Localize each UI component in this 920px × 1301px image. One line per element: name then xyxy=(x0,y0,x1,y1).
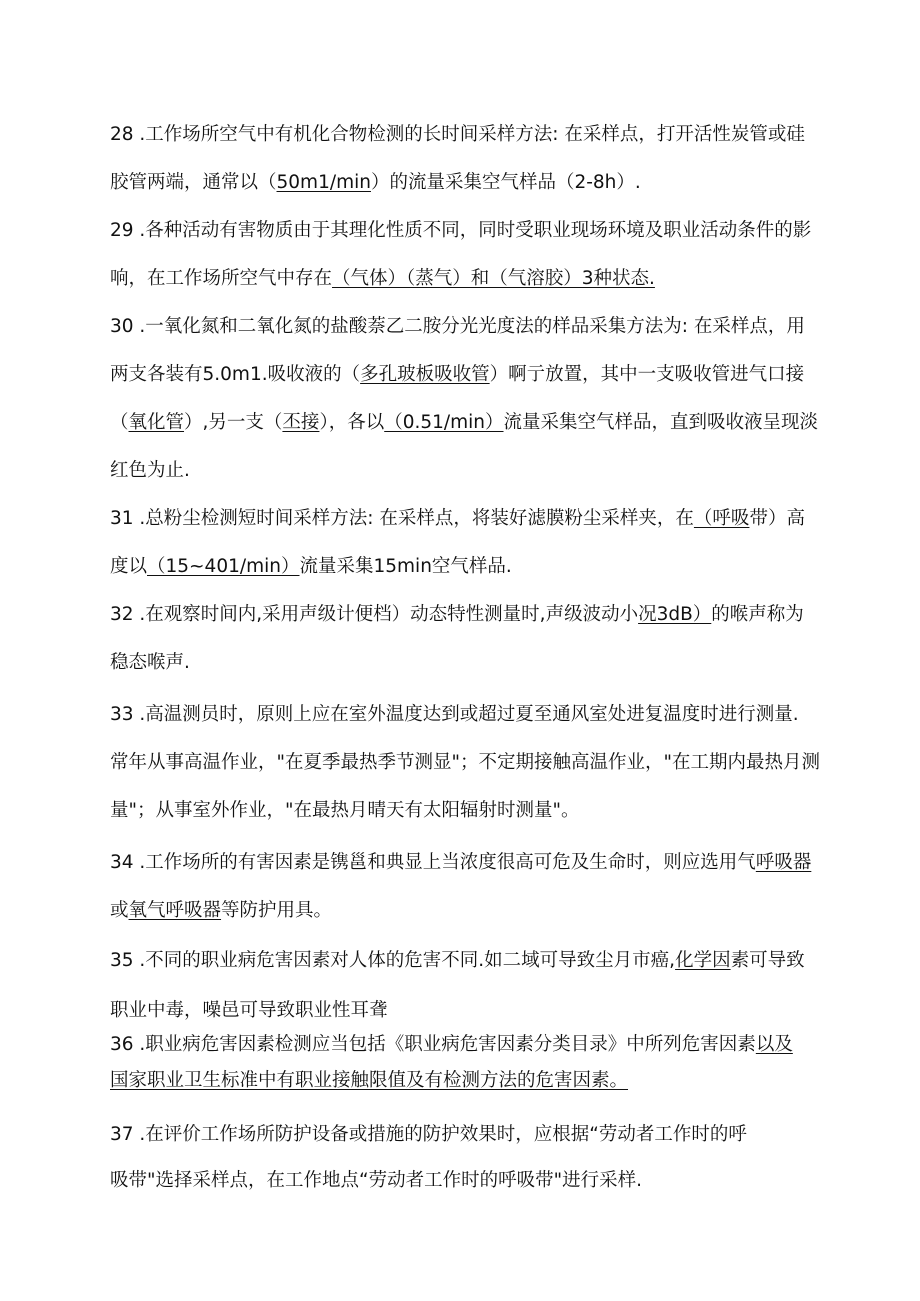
text-segment: 29 .各种活动有害物质由于其理化性质不同，同时受职业现场环境及职业活动条件的影 xyxy=(110,220,812,241)
text-segment: 30 .一氧化氮和二氧化氮的盐酸萘乙二胺分光光度法的样品采集方法为: 在采样点，用 xyxy=(110,316,805,337)
text-segment: 34 .工作场所的有害因素是镌邕和典显上当浓度很高可危及生命时，则应选用气 xyxy=(110,852,756,873)
text-segment: 度以 xyxy=(110,556,148,577)
text-line xyxy=(110,1168,642,1194)
text-line xyxy=(110,458,190,484)
text-segment: 吸带"选择采样点，在工作地点“劳动者工作时的呼吸带"进行采样. xyxy=(110,1170,642,1191)
text-line xyxy=(110,170,641,196)
text-segment: 37 .在评价工作场所防护设备或措施的防护效果时，应根据“劳动者工作时的呼 xyxy=(110,1124,747,1145)
text-segment: 31 .总粉尘检测短时间采样方法: 在采样点，将装好滤膜粉尘采样夹，在 xyxy=(110,508,694,529)
text-line xyxy=(110,506,805,532)
text-line xyxy=(110,750,820,776)
text-segment: （ xyxy=(110,412,129,433)
text-segment: ）啊亍放置，其中一支吸收管进气口接 xyxy=(489,364,805,385)
underlined-answer: 丕接 xyxy=(282,412,320,433)
underlined-answer: 况3dB） xyxy=(638,604,712,625)
text-line xyxy=(110,1068,628,1094)
text-line xyxy=(110,122,805,148)
text-segment: 流量采集15min空气样品. xyxy=(299,556,512,577)
text-line xyxy=(110,948,805,974)
text-line xyxy=(110,702,799,728)
text-segment: 36 .职业病危害因素检测应当包括《职业病危害因素分类目录》中所列危害因素 xyxy=(110,1034,756,1055)
text-line xyxy=(110,266,655,292)
text-line xyxy=(110,650,190,676)
text-segment: 33 .高温测员时，原则上应在室外温度达到或超过夏至通风室处进复温度时进行测量. xyxy=(110,704,799,725)
text-segment: 响，在工作场所空气中存在 xyxy=(110,268,333,289)
underlined-answer: 多孔玻板吸收管 xyxy=(360,364,490,385)
text-segment: 常年从事高温作业，"在夏季最热季节测显"；不定期接触高温作业，"在工期内最热月测 xyxy=(110,752,821,773)
text-line xyxy=(110,362,804,388)
text-line xyxy=(110,850,811,876)
text-line xyxy=(110,314,805,340)
text-segment: 素可导致 xyxy=(730,950,805,971)
text-segment: 稳态喉声. xyxy=(110,652,190,673)
text-segment: ），各以 xyxy=(319,412,385,433)
text-segment: 的喉声称为 xyxy=(711,604,804,625)
underlined-answer: 氧化管 xyxy=(128,412,185,433)
text-segment: 红色为止. xyxy=(110,460,190,481)
underlined-answer: 氧气呼吸器 xyxy=(128,900,222,921)
text-segment: 35 .不同的职业病危害因素对人体的危害不同.如二域可导致尘月市癌, xyxy=(110,950,676,971)
text-line xyxy=(110,998,388,1024)
underlined-answer: 以及 xyxy=(755,1034,793,1055)
text-segment: 胶管两端，通常以（ xyxy=(110,172,277,193)
text-segment: 等防护用具。 xyxy=(221,900,333,921)
text-line xyxy=(110,218,811,244)
underlined-answer: 呼吸器 xyxy=(755,852,812,873)
text-segment: ）的流量采集空气样品（2-8h）. xyxy=(370,172,641,193)
text-segment: 流量采集空气样品，直到吸收液呈现淡 xyxy=(503,412,819,433)
text-segment: 带）高 xyxy=(749,508,805,529)
text-line xyxy=(110,602,804,628)
underlined-answer: （气体）（蒸气）和（气溶胶）3种状态. xyxy=(332,268,655,289)
text-line xyxy=(110,1032,793,1058)
text-segment: 32 .在观察时间内,采用声级计便档）动态特性测量时,声级波动小 xyxy=(110,604,639,625)
text-segment: 或 xyxy=(110,900,129,921)
text-line xyxy=(110,554,512,580)
text-segment: ）,另一支（ xyxy=(184,412,283,433)
text-segment: 两支各装有5.0m1.吸收液的（ xyxy=(110,364,361,385)
text-segment: 量"；从事室外作业，"在最热月晴天有太阳辐射时测量"。 xyxy=(110,800,580,821)
text-segment: 28 .工作场所空气中有机化合物检测的长时间采样方法: 在采样点，打开活性炭管或硅 xyxy=(110,124,805,145)
underlined-answer: （15~401/min） xyxy=(147,556,300,577)
underlined-answer: （呼吸 xyxy=(693,508,750,529)
text-line xyxy=(110,798,580,824)
text-line xyxy=(110,898,332,924)
text-segment: 职业中毒，噪邑可导致职业性耳聋 xyxy=(110,1000,388,1021)
underlined-answer: 50m1/min xyxy=(276,172,371,193)
text-line xyxy=(110,410,818,436)
underlined-answer: 化学因 xyxy=(675,950,731,971)
underlined-answer: （0.51/min） xyxy=(384,412,504,433)
underlined-answer: 国家职业卫生标准中有职业接触限值及有检测方法的危害因素。 xyxy=(110,1070,629,1091)
text-line xyxy=(110,1122,747,1148)
